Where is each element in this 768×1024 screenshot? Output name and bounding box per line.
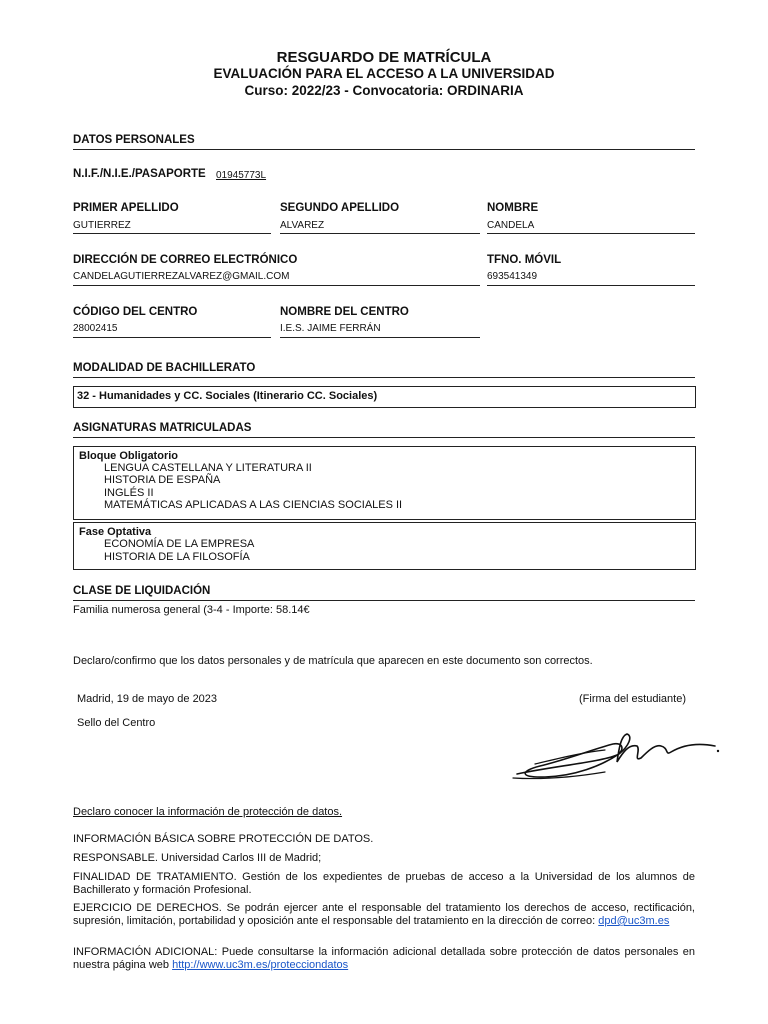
field-underline — [73, 337, 271, 338]
email-label: DIRECCIÓN DE CORREO ELECTRÓNICO — [73, 254, 298, 266]
privacy-additional — [73, 946, 695, 972]
divider — [73, 377, 695, 378]
signature-image — [505, 722, 725, 784]
phone-label: TFNO. MÓVIL — [487, 254, 562, 266]
mandatory-block-title: Bloque Obligatorio — [79, 450, 178, 462]
subject-item: ECONOMÍA DE LA EMPRESA — [104, 538, 255, 550]
privacy-responsible: RESPONSABLE. Universidad Carlos III de Madrid; — [73, 852, 322, 864]
field-underline — [73, 285, 480, 286]
second-surname-label: SEGUNDO APELLIDO — [280, 202, 400, 214]
email-value: CANDELAGUTIERREZALVAREZ@GMAIL.COM — [73, 271, 290, 282]
section-modality: MODALIDAD DE BACHILLERATO — [73, 362, 256, 374]
privacy-purpose: FINALIDAD DE TRATAMIENTO. Gestión de los expedientes de pruebas de acceso a la Universidad de los alumnos de Bachillerato y formación Profesional. — [73, 871, 695, 896]
field-underline — [487, 233, 695, 234]
privacy-basic-info: INFORMACIÓN BÁSICA SOBRE PROTECCIÓN DE DATOS. — [73, 833, 374, 845]
nif-value: 01945773L — [216, 170, 267, 181]
subject-item: MATEMÁTICAS APLICADAS A LAS CIENCIAS SOCIALES II — [104, 499, 403, 511]
stamp-label: Sello del Centro — [77, 717, 156, 729]
section-personal-data: DATOS PERSONALES — [73, 134, 195, 146]
declaration-text: Declaro/confirmo que los datos personales y de matrícula que aparecen en este documento son correctos. — [73, 655, 593, 667]
modality-box — [73, 386, 696, 408]
subject-item: HISTORIA DE LA FILOSOFÍA — [104, 551, 250, 563]
course-line: Curso: 2022/23 - Convocatoria: ORDINARIA — [244, 83, 524, 98]
center-name-label: NOMBRE DEL CENTRO — [280, 306, 409, 318]
name-value: CANDELA — [487, 220, 535, 231]
modality-value: 32 - Humanidades y CC. Sociales (Itinerario CC. Sociales) — [77, 390, 378, 402]
document-title: RESGUARDO DE MATRÍCULA — [276, 49, 492, 66]
field-underline — [280, 337, 480, 338]
name-label: NOMBRE — [487, 202, 539, 214]
field-underline — [73, 233, 271, 234]
place-date: Madrid, 19 de mayo de 2023 — [77, 693, 218, 705]
document-subtitle: EVALUACIÓN PARA EL ACCESO A LA UNIVERSIDAD — [213, 66, 555, 81]
first-surname-label: PRIMER APELLIDO — [73, 202, 179, 214]
mandatory-block — [73, 446, 696, 520]
signature-label: (Firma del estudiante) — [579, 693, 686, 705]
field-underline — [487, 285, 695, 286]
optional-block-title: Fase Optativa — [79, 526, 152, 538]
first-surname-value: GUTIERREZ — [73, 220, 131, 231]
privacy-rights — [73, 902, 695, 928]
divider — [73, 600, 695, 601]
privacy-url-link[interactable]: http://www.uc3m.es/protecciondatos — [172, 959, 349, 971]
privacy-additional-text: INFORMACIÓN ADICIONAL: Puede consultarse la información adicional detallada sobre protección de datos personales en nuestra página web — [73, 946, 695, 971]
field-underline — [280, 233, 480, 234]
center-code-label: CÓDIGO DEL CENTRO — [73, 306, 198, 318]
privacy-declaration-link[interactable]: Declaro conocer la información de protección de datos. — [73, 806, 343, 818]
subject-item: LENGUA CASTELLANA Y LITERATURA II — [104, 462, 312, 474]
center-code-value: 28002415 — [73, 323, 118, 334]
liquidation-value: Familia numerosa general (3-4 - Importe: 58.14€ — [73, 604, 310, 616]
privacy-rights-text: EJERCICIO DE DERECHOS. Se podrán ejercer ante el responsable del tratamiento los derechos de acceso, rectificación, supresión, limitación, portabilidad y oposición ante el responsable del tratamiento en la dirección de correo: — [73, 902, 695, 927]
rights-email-link[interactable]: dpd@uc3m.es — [598, 915, 670, 927]
divider — [73, 149, 695, 150]
optional-block — [73, 522, 696, 570]
subject-item: INGLÉS II — [104, 487, 154, 499]
subject-item: HISTORIA DE ESPAÑA — [104, 474, 221, 486]
phone-value: 693541349 — [487, 271, 538, 282]
nif-label: N.I.F./N.I.E./PASAPORTE — [73, 168, 206, 180]
divider — [73, 437, 695, 438]
second-surname-value: ALVAREZ — [280, 220, 325, 231]
center-name-value: I.E.S. JAIME FERRÁN — [280, 323, 381, 334]
section-liquidation: CLASE DE LIQUIDACIÓN — [73, 585, 211, 597]
section-subjects: ASIGNATURAS MATRICULADAS — [73, 422, 252, 434]
